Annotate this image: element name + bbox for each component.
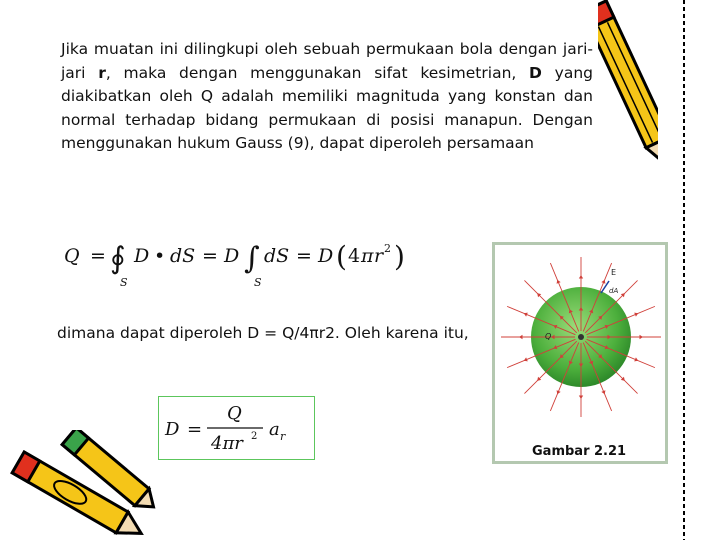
- label-E: E: [611, 268, 617, 277]
- charged-sphere-diagram: [495, 245, 665, 461]
- field-arrowhead: [519, 335, 523, 339]
- eq1-integral: ∫: [244, 241, 260, 276]
- pencils-bottom-left-icon: [0, 430, 160, 540]
- eq1-D3: D: [318, 245, 334, 267]
- eq1-D: D: [134, 245, 150, 267]
- eq1-sub-s1: S: [120, 276, 128, 289]
- eq1-contour-integral: ∮: [110, 241, 126, 276]
- eq1-close-paren: ): [394, 240, 405, 273]
- eq1-dS: dS: [170, 245, 196, 267]
- eq2-equals: =: [187, 419, 203, 440]
- eq1-open-paren: (: [336, 240, 347, 273]
- vertical-dashed-line: [680, 0, 688, 540]
- label-dA: dA: [609, 287, 619, 295]
- field-arrowhead: [579, 396, 583, 400]
- flux-density-symbol: D: [529, 63, 542, 82]
- derivation-paragraph: dimana dapat diperoleh D = Q/4πr2. Oleh karena itu,: [57, 324, 469, 342]
- eq1-exponent: 2: [384, 242, 391, 255]
- label-Q: Q: [545, 332, 552, 341]
- radius-symbol: r: [98, 63, 106, 82]
- field-arrowhead: [579, 275, 583, 279]
- eq1-r: r: [374, 245, 384, 267]
- sphere-figure: [492, 242, 668, 464]
- eq1-equals-3: =: [296, 245, 312, 267]
- gauss-law-equation: [58, 232, 438, 292]
- eq2-D: D: [165, 419, 180, 440]
- eq1-dot: •: [154, 245, 166, 267]
- paragraph1-text-2: , maka dengan menggunakan sifat kesimetrian,: [105, 63, 530, 82]
- eq2-denominator: 4πr: [211, 433, 243, 454]
- figure-caption: Gambar 2.21: [532, 444, 627, 459]
- intro-paragraph: [61, 38, 593, 156]
- eq2-numerator: Q: [227, 403, 242, 424]
- eq2-den-exponent: 2: [251, 431, 258, 442]
- eq1-four: 4: [348, 245, 361, 267]
- eq1-sub-s2: S: [254, 276, 262, 289]
- eq2-a: a: [269, 419, 280, 440]
- paragraph1-text-3: yang diakibatkan oleh Q adalah memiliki magnituda yang konstan dan normal terhadap bidang permukaan di posisi manapun. Dengan menggunakan hukum Gauss (9), dapat diperoleh persamaan: [61, 63, 593, 152]
- eq1-D2: D: [224, 245, 240, 267]
- flux-density-equation: [159, 397, 314, 459]
- point-charge: [578, 334, 584, 340]
- eq1-dS2: dS: [264, 245, 290, 267]
- paragraph1-text-1: Jika muatan ini dilingkupi oleh sebuah permukaan bola dengan jari-jari: [61, 40, 593, 82]
- eq1-equals-1: =: [90, 245, 106, 267]
- eq1-equals-2: =: [202, 245, 218, 267]
- pencil-top-right-icon: [598, 0, 658, 185]
- field-arrowhead: [640, 335, 644, 339]
- eq2-a-sub: r: [280, 430, 286, 443]
- eq1-pi: π: [361, 245, 374, 267]
- eq1-Q: Q: [64, 245, 80, 267]
- flux-density-equation-box: [158, 396, 315, 460]
